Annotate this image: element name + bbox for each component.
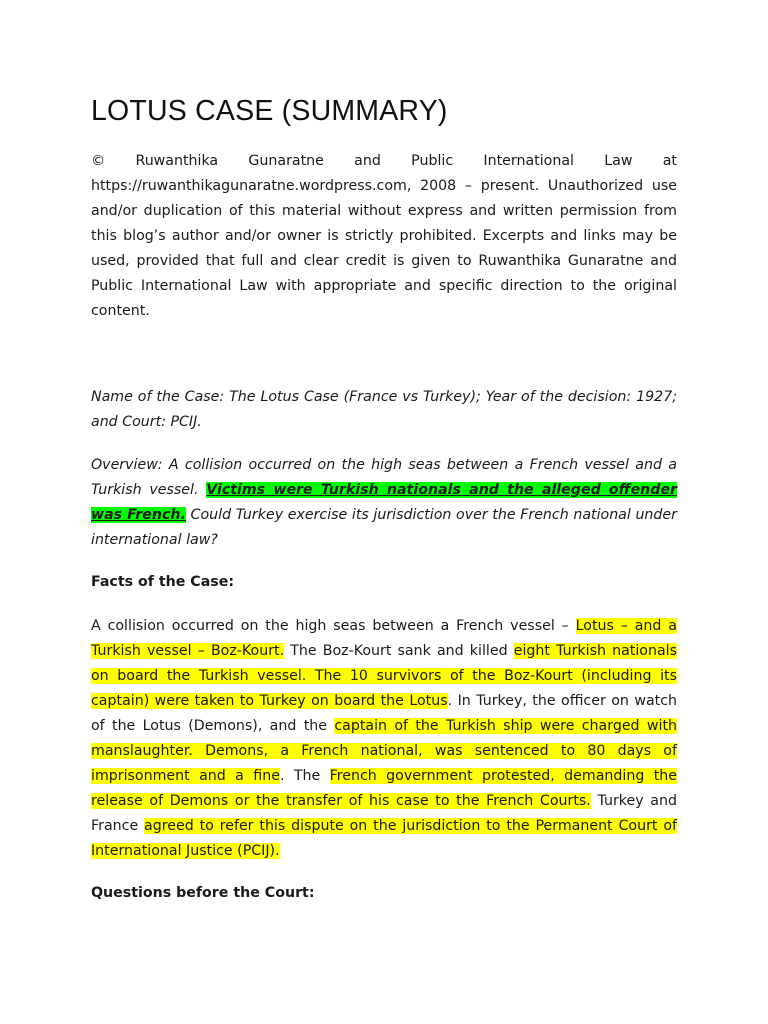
overview-text-2: Could Turkey exercise its jurisdiction over the French national under international law? [91, 507, 677, 548]
facts-text-4: . The [279, 768, 330, 784]
facts-highlight-4: French government protested, demanding the release of Demons or the transfer of his case to the French Courts. [91, 768, 678, 809]
overview-text-1: Overview: A collision occurred on the high seas between a French vessel and a Turkish vessel. [91, 457, 677, 498]
case-name-paragraph: Name of the Case: The Lotus Case (France vs Turkey); Year of the decision: 1927; and Court: PCIJ. [91, 389, 677, 430]
facts-highlight-5: agreed to refer this dispute on the jurisdiction to the Permanent Court of International Justice (PCIJ). [91, 818, 678, 859]
overview-paragraph [91, 453, 677, 553]
facts-text-1: A collision occurred on the high seas between a French vessel – [91, 618, 576, 634]
facts-text-5: Turkey and France [91, 793, 677, 834]
copyright-notice: © Ruwanthika Gunaratne and Public International Law at https://ruwanthikagunaratne.wordpress.com, 2008 – present. Unauthorized use and/or duplication of this material without express and written permission from this blog’s author and/or owner is strictly prohibited. Excerpts and links may be used, provided that full and clear credit is given to Ruwanthika Gunaratne and Public International Law with appropriate and specific direction to the original content. [91, 153, 677, 319]
document-title: LOTUS CASE (SUMMARY) [91, 95, 448, 127]
facts-highlight-2: eight Turkish nationals on board the Turkish vessel. The 10 survivors of the Boz-Kourt (including its captain) were taken to Turkey on board the Lotus [91, 643, 677, 709]
questions-heading: Questions before the Court: [91, 885, 315, 901]
facts-highlight-1: Lotus – and a Turkish vessel – Boz-Kourt. [91, 618, 677, 659]
facts-text-3: . In Turkey, the officer on watch of the Lotus (Demons), and the [91, 693, 677, 734]
overview-highlight: Victims were Turkish nationals and the alleged offender was French. [91, 482, 677, 523]
facts-paragraph [91, 614, 677, 864]
facts-heading: Facts of the Case: [91, 574, 235, 590]
facts-highlight-3: captain of the Turkish ship were charged with manslaughter. Demons, a French national, was sentenced to 80 days of imprisonment and a fine [91, 718, 677, 784]
facts-text-2: The Boz-Kourt sank and killed [284, 643, 514, 659]
